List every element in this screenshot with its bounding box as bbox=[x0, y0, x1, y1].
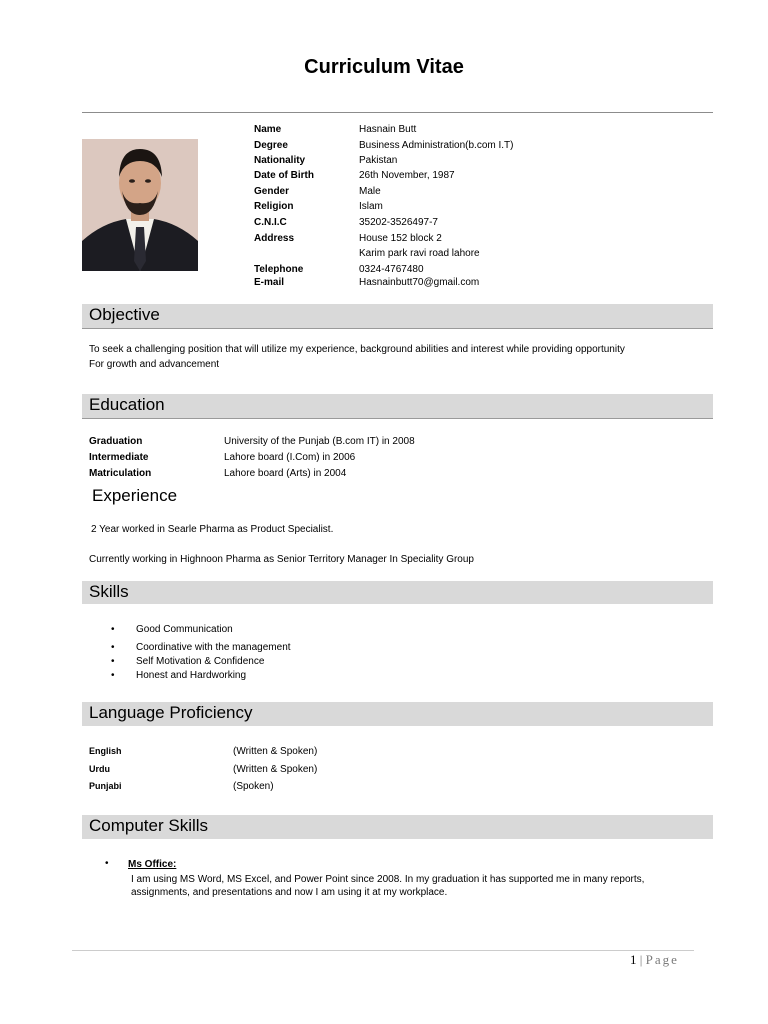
page-word: Page bbox=[645, 952, 679, 967]
gender-value: Male bbox=[359, 186, 381, 197]
nationality-label: Nationality bbox=[254, 155, 306, 166]
address-label: Address bbox=[254, 233, 295, 244]
experience-line2: Currently working in Highnoon Pharma as Senior Territory Manager In Speciality Group bbox=[89, 554, 474, 565]
education-level: Graduation bbox=[89, 436, 143, 447]
objective-text-line2: For growth and advancement bbox=[89, 359, 220, 370]
name-value: Hasnain Butt bbox=[359, 124, 417, 135]
telephone-label: Telephone bbox=[254, 264, 304, 275]
objective-section-header bbox=[82, 304, 713, 329]
computer-heading: Computer Skills bbox=[89, 816, 209, 835]
dob-label: Date of Birth bbox=[254, 170, 314, 181]
skill-item: Self Motivation & Confidence bbox=[136, 656, 265, 667]
religion-value: Islam bbox=[359, 201, 383, 212]
bullet-icon: • bbox=[111, 670, 115, 681]
skill-item: Honest and Hardworking bbox=[136, 670, 247, 681]
bullet-icon: • bbox=[111, 624, 115, 635]
bullet-icon: • bbox=[105, 858, 109, 869]
education-level: Matriculation bbox=[89, 468, 152, 479]
language-heading: Language Proficiency bbox=[89, 703, 253, 722]
education-detail: Lahore board (Arts) in 2004 bbox=[224, 468, 347, 479]
skill-item: Coordinative with the management bbox=[136, 642, 291, 653]
footer-divider bbox=[72, 950, 694, 951]
skill-item: Good Communication bbox=[136, 624, 233, 635]
objective-text-line1: To seek a challenging position that will utilize my experience, background abilities and interest while providing opportunity bbox=[89, 344, 625, 355]
skills-section-header bbox=[82, 581, 713, 604]
page-footer bbox=[630, 952, 679, 968]
address-value: House 152 block 2 bbox=[359, 233, 442, 244]
education-detail: Lahore board (I.Com) in 2006 bbox=[224, 452, 356, 463]
language-name: Punjabi bbox=[89, 781, 122, 791]
language-level: (Written & Spoken) bbox=[233, 764, 318, 775]
email-value: Hasnainbutt70@gmail.com bbox=[359, 277, 480, 288]
profile-photo bbox=[82, 139, 198, 271]
skills-heading: Skills bbox=[89, 582, 129, 601]
cnic-label: C.N.I.C bbox=[254, 217, 287, 228]
education-heading: Education bbox=[89, 395, 165, 414]
telephone-value: 0324-4767480 bbox=[359, 264, 424, 275]
page-separator: | bbox=[639, 952, 643, 967]
objective-heading: Objective bbox=[89, 305, 160, 324]
bullet-icon: • bbox=[111, 642, 115, 653]
title-divider bbox=[82, 112, 713, 113]
email-label: E-mail bbox=[254, 277, 285, 288]
language-level: (Spoken) bbox=[233, 781, 274, 792]
cnic-value: 35202-3526497-7 bbox=[359, 217, 438, 228]
education-level: Intermediate bbox=[89, 452, 149, 463]
language-section-header bbox=[82, 702, 713, 726]
education-section-header bbox=[82, 394, 713, 419]
degree-label: Degree bbox=[254, 140, 288, 151]
page-number: 1 bbox=[630, 952, 637, 967]
address-value-line2: Karim park ravi road lahore bbox=[359, 248, 480, 259]
degree-value: Business Administration(b.com I.T) bbox=[359, 140, 514, 151]
ms-office-title: Ms Office: bbox=[128, 859, 177, 870]
name-label: Name bbox=[254, 124, 282, 135]
gender-label: Gender bbox=[254, 186, 290, 197]
nationality-value: Pakistan bbox=[359, 155, 398, 166]
bullet-icon: • bbox=[111, 656, 115, 667]
language-name: English bbox=[89, 746, 122, 756]
ms-office-line2: assignments, and presentations and now I am using it at my workplace. bbox=[131, 887, 448, 898]
ms-office-line1: I am using MS Word, MS Excel, and Power Point since 2008. In my graduation it has supported me in many reports, bbox=[131, 874, 645, 885]
experience-heading: Experience bbox=[92, 486, 178, 505]
religion-label: Religion bbox=[254, 201, 294, 212]
language-name: Urdu bbox=[89, 764, 110, 774]
document-title: Curriculum Vitae bbox=[304, 56, 464, 78]
dob-value: 26th November, 1987 bbox=[359, 170, 455, 181]
computer-section-header bbox=[82, 815, 713, 839]
language-level: (Written & Spoken) bbox=[233, 746, 318, 757]
education-detail: University of the Punjab (B.com IT) in 2008 bbox=[224, 436, 415, 447]
experience-line1: 2 Year worked in Searle Pharma as Product Specialist. bbox=[91, 524, 334, 535]
